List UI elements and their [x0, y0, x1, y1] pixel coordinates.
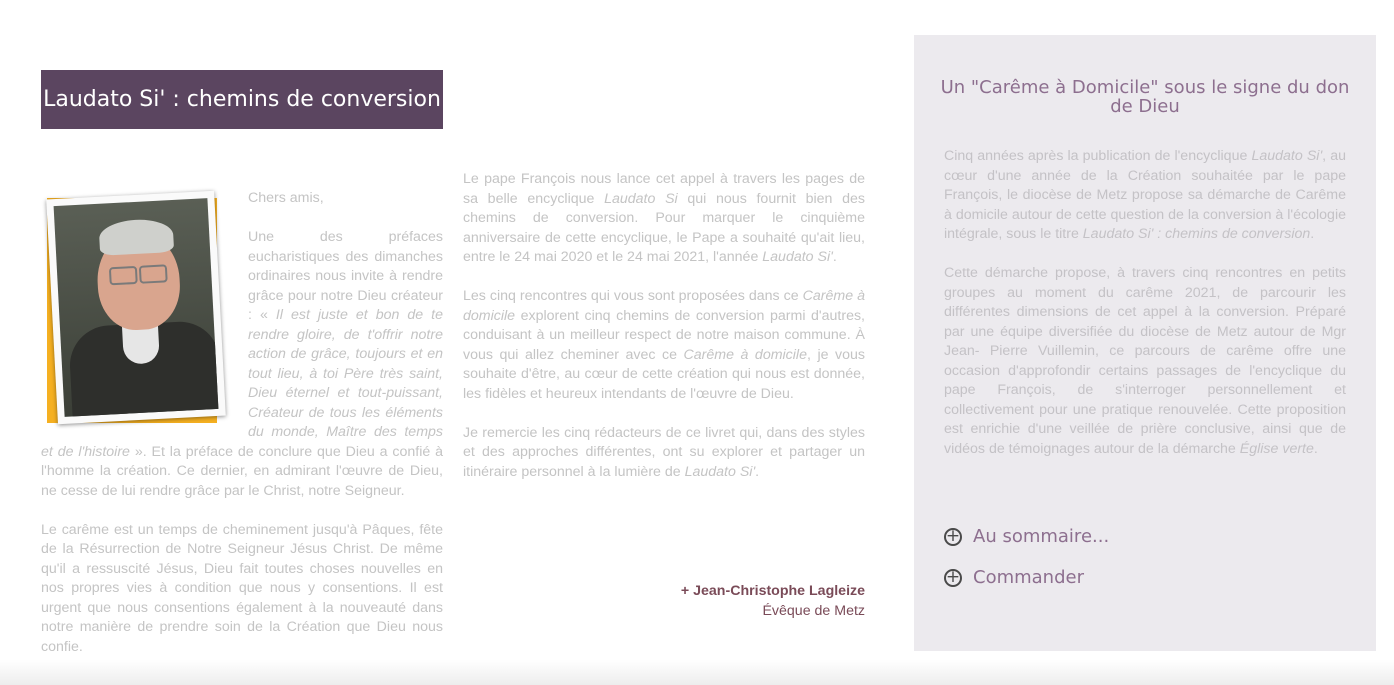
sidebar-text [944, 147, 1346, 479]
order-link[interactable] [944, 567, 1084, 588]
letter-column-left [41, 189, 443, 677]
signature-role: Évêque de Metz [762, 602, 865, 619]
sidebar [914, 35, 1376, 651]
letter-paragraph-4: Les cinq rencontres qui vous sont proposées dans ce Carême à domicile explorent cinq chemins de conversion parmi d'autres, conduisant à un meilleur respect de notre maison commune. À vous qui allez cheminer avec ce Carême à domicile, je vous souhaite d'être, au cœur de cette création qui nous est donnée, les fidèles et heureux intendants de l'œuvre de Dieu. [463, 288, 865, 402]
letter-paragraph-2: Le carême est un temps de cheminement jusqu'à Pâques, fête de la Résurrection de Notre Seigneur Jésus Christ. De même qu'il a ressuscité Jésus, Dieu fait toutes choses nouvelles en nos propres vies à condition que nous y consentions. Il est urgent que nous consentions également à la nouveauté dans notre manière de prendre soin de la Création que Dieu nous confie. [41, 521, 443, 655]
sidebar-paragraph-2: Cette démarche propose, à travers cinq rencontres en petits groupes au moment du carême 2021, de parcourir les différentes dimensions de cet appel à la conversion. Préparé par une équipe diversifiée du diocèse de Metz autour de Mgr Jean- Pierre Vuillemin, ce parcours de carême offre une occasion d'approfondir certains passages de l'encyclique du pape François, de s'interroger personnellement et collectivement pour une pratique renouvelée. Cette proposition est enrichie d'une veillée de prière conclusive, ainsi que de vidéos de témoignages autour de la démarche Église verte. [944, 265, 1346, 457]
letter-greeting: Chers amis, [248, 190, 324, 206]
bottom-fade [0, 660, 1394, 685]
plus-circle-icon: + [945, 567, 961, 587]
letter-paragraph-3: Le pape François nous lance cet appel à travers les pages de sa belle encyclique Laudato Si qui nous fournit bien des chemins de conversion. Pour marquer le cinquième anniversaire de cette encyclique, le Pape a souhaité qu'ait lieu, entre le 24 mai 2020 et le 24 mai 2021, l'année Laudato Si'. [463, 171, 866, 265]
letter-paragraph-5: Je remercie les cinq rédacteurs de ce livret qui, dans des styles et des approches différentes, ont su explorer et partager un itinéraire personnel à la lumière de Laudato Si'. [463, 424, 865, 480]
sidebar-title: Un "Carême à Domicile" sous le signe du don de Dieu [940, 77, 1350, 117]
sidebar-paragraph-1: Cinq années après la publication de l'encyclique Laudato Si', au cœur d'une année de la Création souhaitée par le pape François, le diocèse de Metz propose sa démarche de Carême à domicile autour de cette question de la conversion à l'écologie intégrale, sous le titre Laudato Si' : chemins de conversion. [944, 148, 1346, 242]
summary-link-label: Au sommaire... [973, 526, 1110, 547]
letter-paragraph-1: Une des préfaces eucharistiques des dimanches ordinaires nous invite à rendre grâce pour notre Dieu créateur : « Il est juste et bon de te rendre gloire, de t'offrir notre action de grâce, toujours et en tout lieu, à toi Père très saint, Dieu éternel et tout-puissant, Créateur de tous les éléments du monde, Maître des temps et de l'histoire ». Et la préface de conclure que Dieu a confié à l'homme la création. Ce dernier, en admirant l'œuvre de Dieu, ne cesse de lui rendre grâce par le Christ, notre Seigneur. [41, 229, 444, 499]
letter-column-right [463, 170, 865, 502]
order-link-label: Commander [973, 567, 1084, 588]
signature-name: + Jean-Christophe Lagleize [680, 583, 865, 599]
signature [463, 582, 865, 621]
summary-link[interactable] [944, 526, 1109, 547]
page-title [41, 70, 443, 129]
plus-circle-icon: + [945, 526, 961, 546]
page-title-text: Laudato Si' : chemins de conversion [43, 87, 441, 112]
